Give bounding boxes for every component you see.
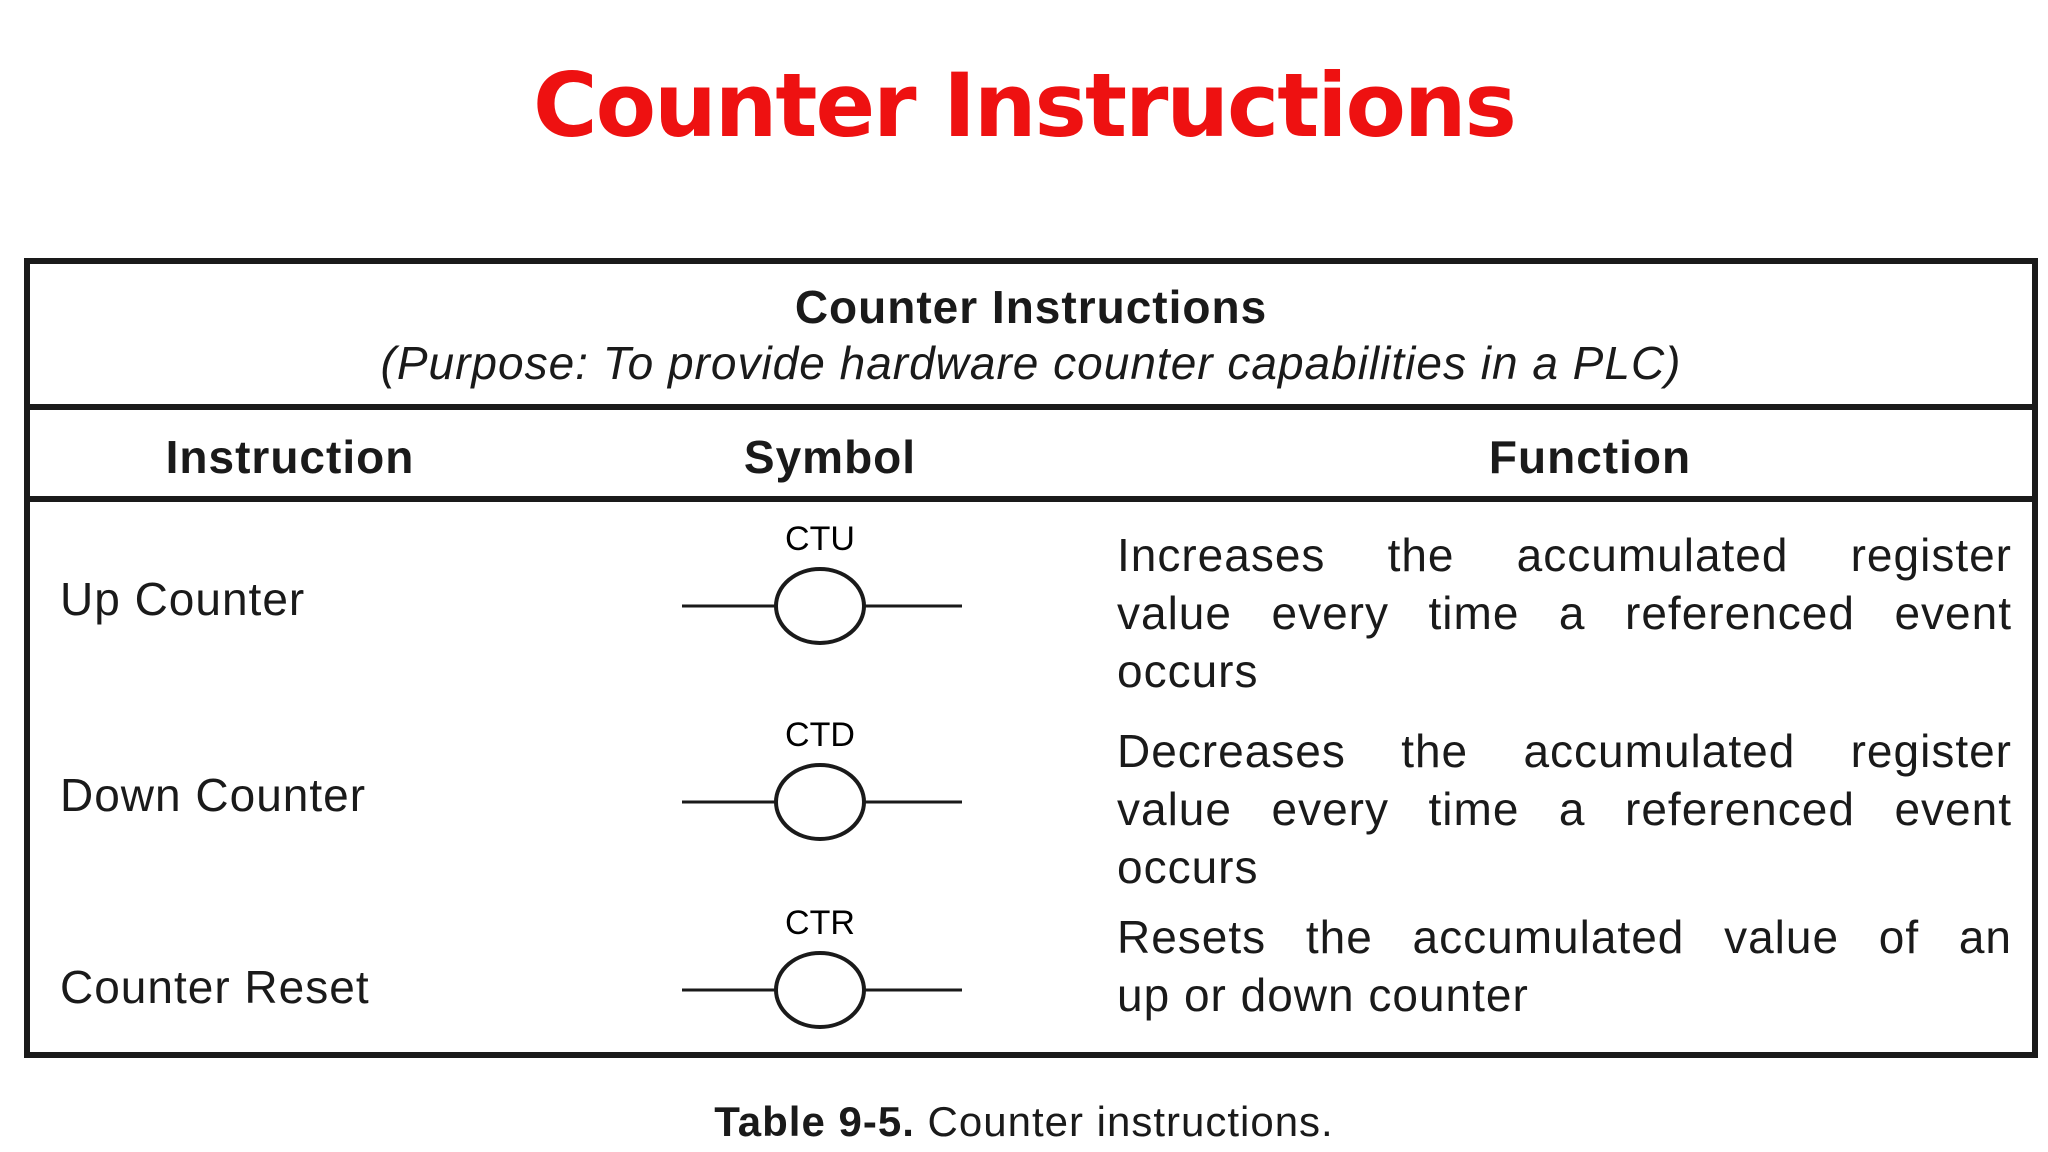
row-instruction: Counter Reset bbox=[60, 961, 370, 1013]
coil-label: CTR bbox=[785, 904, 855, 942]
coil-symbol-icon bbox=[670, 516, 970, 646]
table-row bbox=[30, 900, 2032, 1050]
table-row bbox=[30, 516, 2032, 716]
row-instruction: Down Counter bbox=[60, 769, 367, 821]
coil-symbol-icon bbox=[670, 712, 970, 842]
coil-label: CTD bbox=[785, 716, 855, 754]
caption-text: Counter instructions. bbox=[914, 1098, 1334, 1145]
table-header-title: Counter Instructions bbox=[794, 281, 1268, 333]
column-header-function: Function bbox=[1488, 431, 1692, 483]
coil-symbol-icon bbox=[670, 900, 970, 1030]
row-function bbox=[1117, 526, 2012, 700]
caption-label: Table 9-5. bbox=[714, 1098, 915, 1145]
coil-label: CTU bbox=[785, 520, 855, 558]
row-instruction: Up Counter bbox=[60, 573, 306, 625]
table-caption bbox=[0, 1098, 2048, 1146]
table-header-purpose: (Purpose: To provide hardware counter capabilities in a PLC) bbox=[380, 337, 1682, 389]
table-row bbox=[30, 712, 2032, 912]
counter-instructions-table bbox=[24, 258, 2038, 1058]
table-header bbox=[30, 264, 2032, 410]
function-line: Increases the accumulated register bbox=[1117, 529, 2012, 581]
column-header-symbol: Symbol bbox=[743, 431, 917, 483]
function-line: value every time a referenced event bbox=[1117, 587, 2012, 639]
column-header-instruction: Instruction bbox=[165, 431, 415, 483]
function-line: occurs bbox=[1117, 841, 1259, 893]
slide-title: Counter Instructions bbox=[533, 54, 1515, 157]
row-function bbox=[1117, 722, 2012, 896]
function-line: Resets the accumulated value of an bbox=[1117, 911, 2012, 963]
function-line: value every time a referenced event bbox=[1117, 783, 2012, 835]
function-line: up or down counter bbox=[1117, 969, 1529, 1021]
row-function bbox=[1117, 908, 2012, 1024]
column-headers bbox=[30, 410, 2032, 502]
function-line: Decreases the accumulated register bbox=[1117, 725, 2012, 777]
function-line: occurs bbox=[1117, 645, 1259, 697]
